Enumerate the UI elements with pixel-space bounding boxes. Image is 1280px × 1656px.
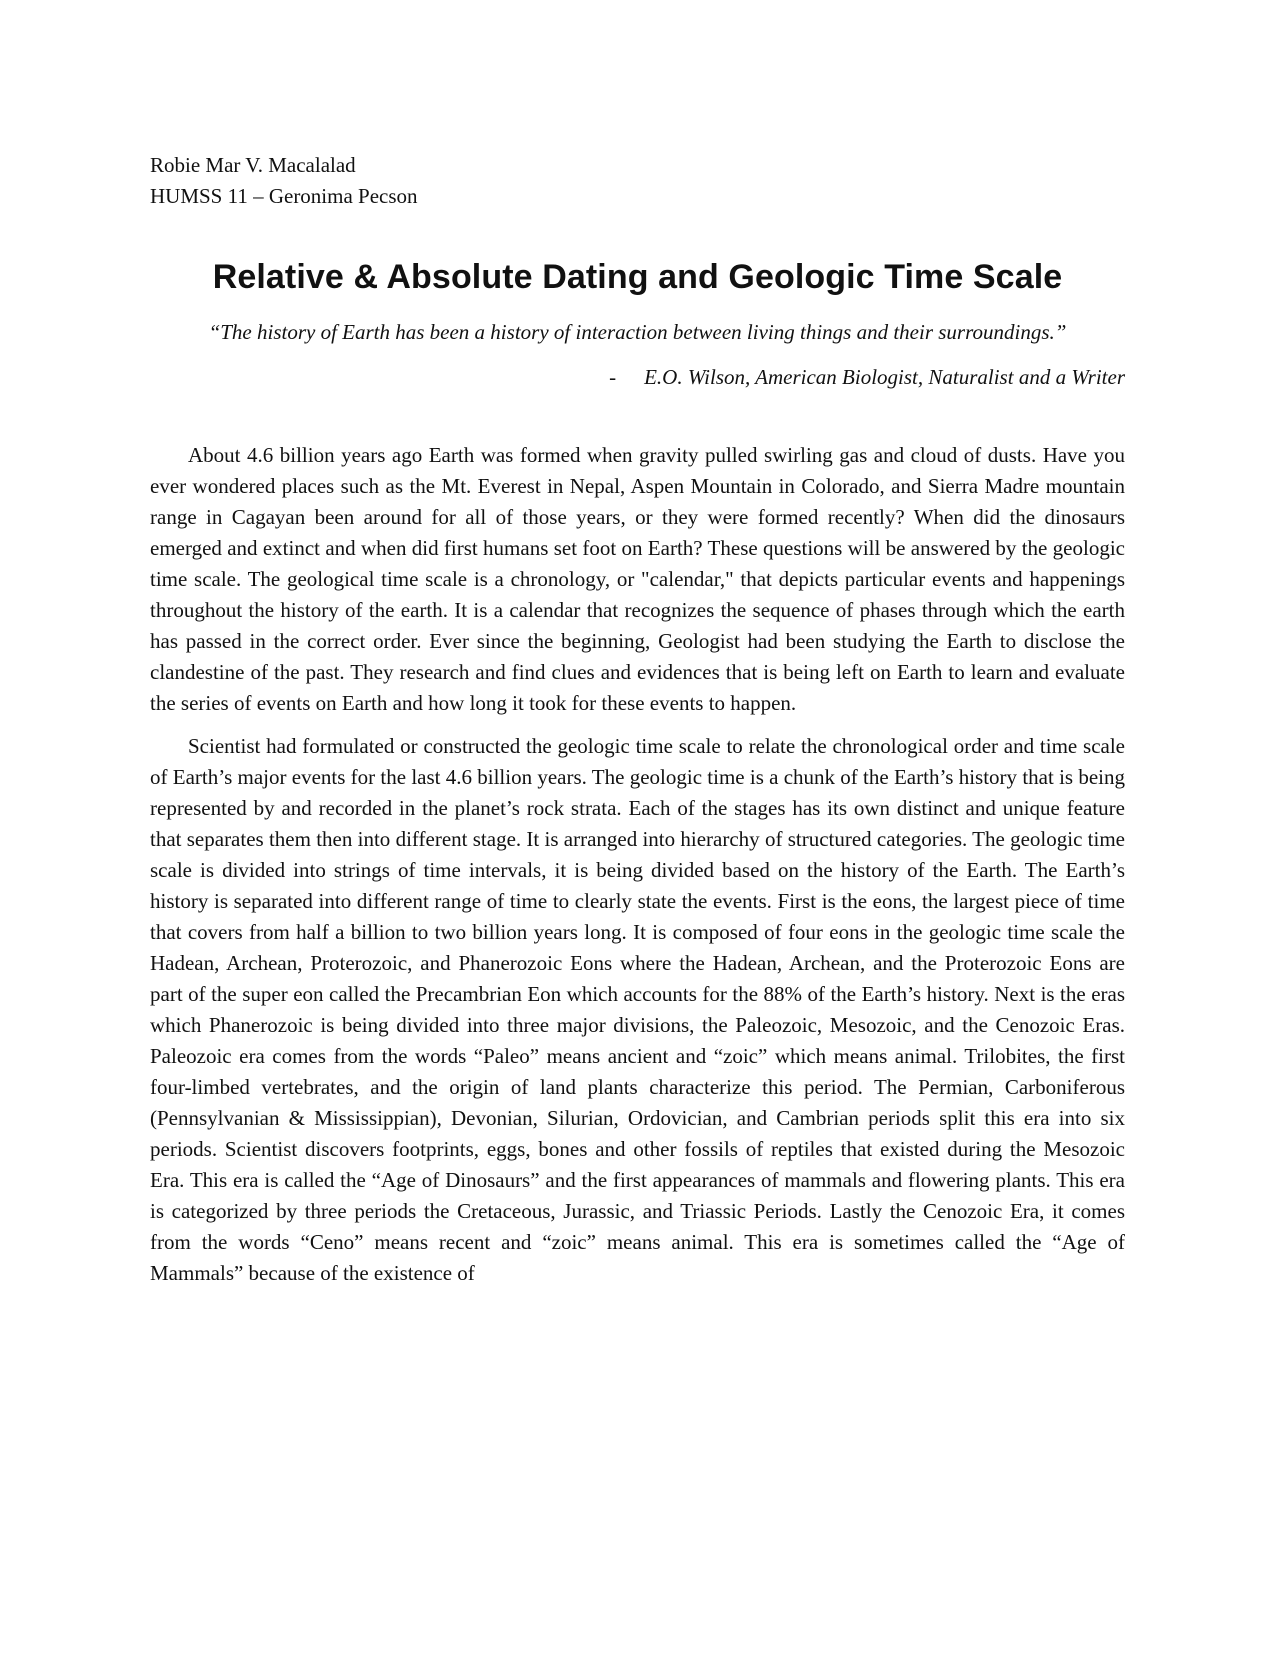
body-text: [150, 440, 1125, 1289]
body-paragraph: Scientist had formulated or constructed the geologic time scale to relate the chronological order and time scale of Earth’s major events for the last 4.6 billion years. The geologic time is a chunk of the Earth’s history that is being represented by and recorded in the planet’s rock strata. Each of the stages has its own distinct and unique feature that separates them then into different stage. It is arranged into hierarchy of structured categories. The geologic time scale is divided into strings of time intervals, it is being divided based on the history of the Earth. The Earth’s history is separated into different range of time to clearly state the events. First is the eons, the largest piece of time that covers from half a billion to two billion years long. It is composed of four eons in the geologic time scale the Hadean, Archean, Proterozoic, and Phanerozoic Eons where the Hadean, Archean, and the Proterozoic Eons are part of the super eon called the Precambrian Eon which accounts for the 88% of the Earth’s history. Next is the eras which Phanerozoic is being divided into three major divisions, the Paleozoic, Mesozoic, and the Cenozoic Eras. Paleozoic era comes from the words “Paleo” means ancient and “zoic” which means animal. Trilobites, the first four-limbed vertebrates, and the origin of land plants characterize this period. The Permian, Carboniferous (Pennsylvanian & Mississippian), Devonian, Silurian, Ordovician, and Cambrian periods split this era into six periods. Scientist discovers footprints, eggs, bones and other fossils of reptiles that existed during the Mesozoic Era. This era is called the “Age of Dinosaurs” and the first appearances of mammals and flowering plants. This era is categorized by three periods the Cretaceous, Jurassic, and Triassic Periods. Lastly the Cenozoic Era, it comes from the words “Ceno” means recent and “zoic” means animal. This era is sometimes called the “Age of Mammals” because of the existence of: [150, 734, 1125, 1285]
author-name: Robie Mar V. Macalalad: [150, 153, 356, 177]
epigraph-attribution: [150, 362, 1125, 393]
class-section: HUMSS 11 – Geronima Pecson: [150, 184, 418, 208]
document-page: [150, 150, 1125, 1301]
epigraph-quote: “The history of Earth has been a history of interaction between living things and their surroundings.”: [208, 320, 1067, 344]
body-paragraph: About 4.6 billion years ago Earth was formed when gravity pulled swirling gas and cloud of dusts. Have you ever wondered places such as the Mt. Everest in Nepal, Aspen Mountain in Colorado, and Sierra Madre mountain range in Cagayan been around for all of those years, or they were formed recently? When did the dinosaurs emerged and extinct and when did first humans set foot on Earth? These questions will be answered by the geologic time scale. The geological time scale is a chronology, or "calendar," that depicts particular events and happenings throughout the history of the earth. It is a calendar that recognizes the sequence of phases through which the earth has passed in the correct order. Ever since the beginning, Geologist had been studying the Earth to disclose the clandestine of the past. They research and find clues and evidences that is being left on Earth to learn and evaluate the series of events on Earth and how long it took for these events to happen.: [150, 443, 1125, 715]
attribution-text: E.O. Wilson, American Biologist, Naturalist and a Writer: [644, 365, 1125, 389]
document-title: Relative & Absolute Dating and Geologic Time Scale: [212, 258, 1063, 296]
author-block: [150, 150, 1125, 212]
attribution-dash: -: [609, 365, 617, 389]
